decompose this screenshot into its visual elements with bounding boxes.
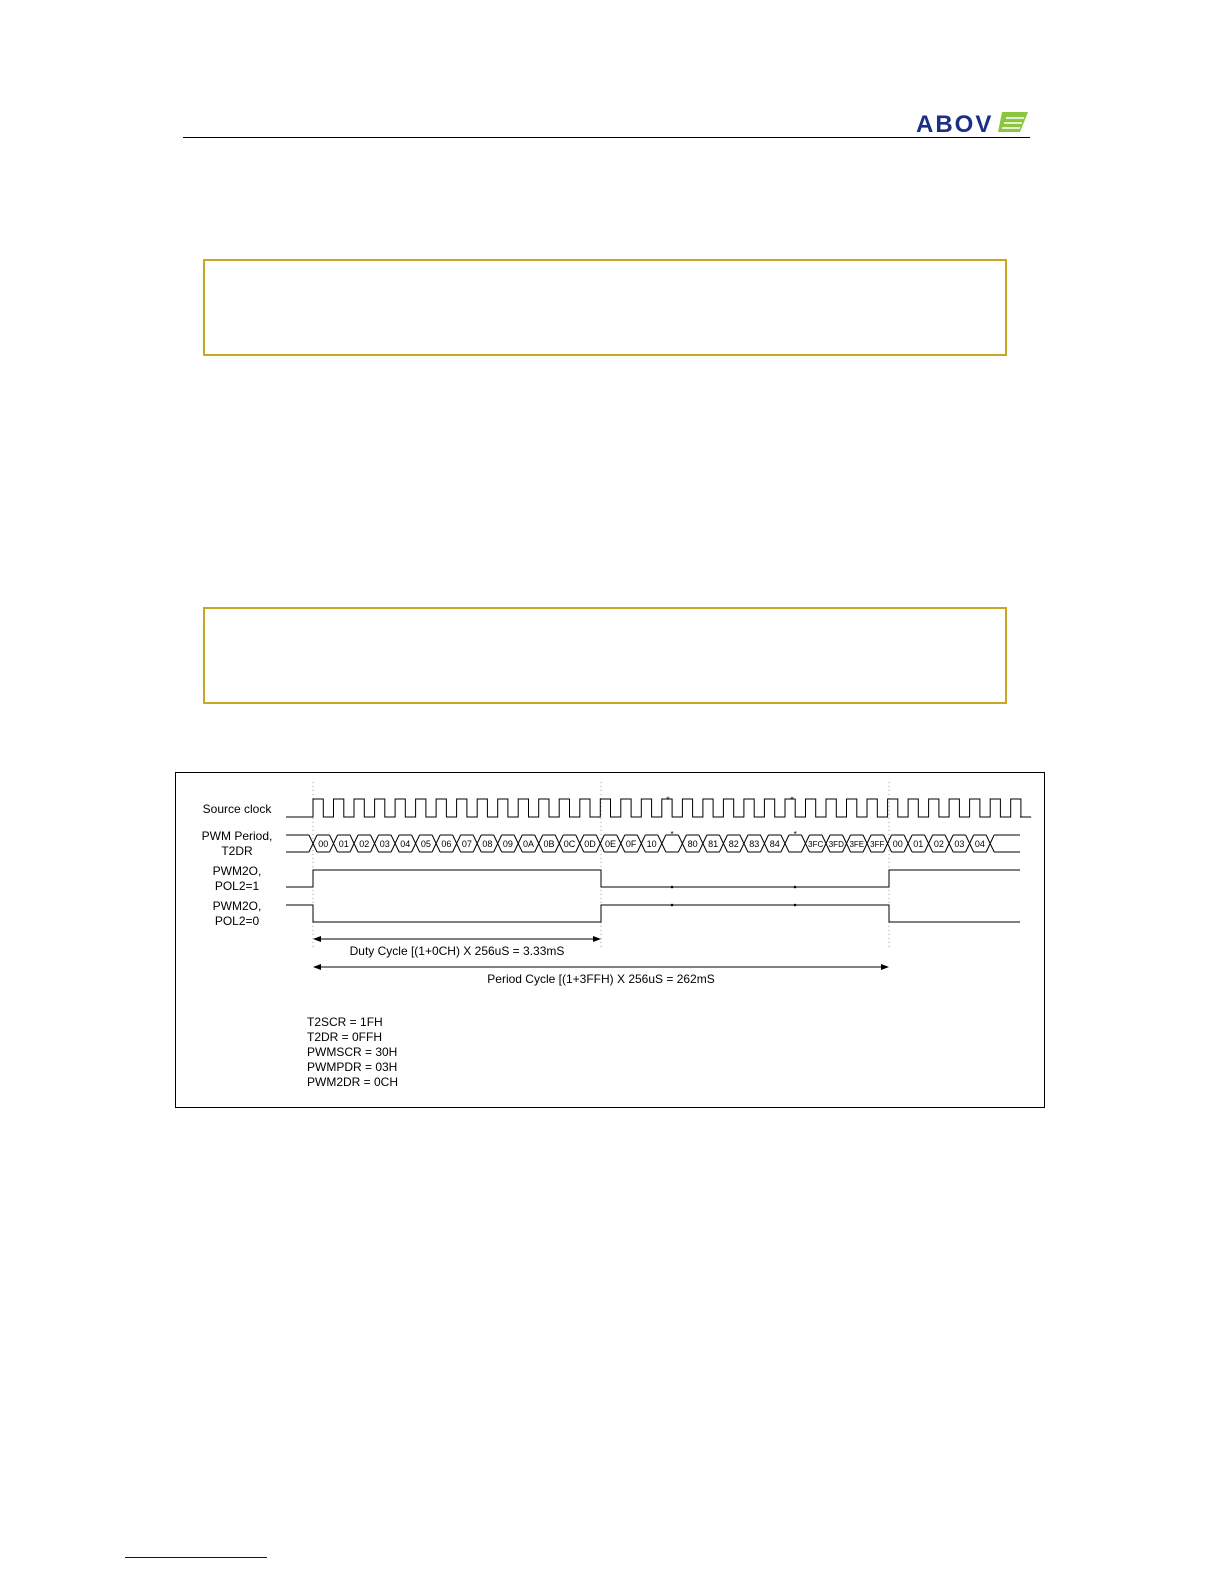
figure-frame (176, 773, 1045, 1108)
bus-value: 83 (749, 839, 760, 849)
pwm-timing-diagram (175, 772, 1045, 1108)
bus-value: 0A (522, 839, 535, 849)
bus-value: 3FC (808, 840, 824, 849)
bus-value: 81 (708, 839, 719, 849)
pol2-1-label: POL2=1 (214, 879, 260, 893)
bus-value: 80 (687, 839, 698, 849)
break-mark: * (670, 830, 674, 839)
bus-value: 01 (913, 839, 924, 849)
break-mark (671, 886, 674, 889)
bus-value: 3FF (870, 840, 885, 849)
logo-mark-icon (998, 112, 1028, 132)
bus-value: 3FD (828, 840, 844, 849)
bus-value: 02 (933, 839, 944, 849)
bus-value: 06 (441, 839, 452, 849)
bus-value: 09 (502, 839, 513, 849)
header-rule (183, 137, 1030, 138)
bus-value: 07 (461, 839, 472, 849)
bus-value: 03 (954, 839, 965, 849)
bus-value: 0C (563, 839, 576, 849)
logo-text: ABOV (916, 111, 994, 138)
register-setting: PWMPDR = 03H (307, 1060, 398, 1074)
bus-value: 0B (543, 839, 555, 849)
break-mark (794, 886, 797, 889)
bus-value: 08 (482, 839, 493, 849)
register-setting: PWM2DR = 0CH (307, 1075, 399, 1089)
bus-value: 0E (604, 839, 617, 849)
bus-value: 05 (420, 839, 431, 849)
note-box (203, 259, 1007, 356)
bus-value: 0F (625, 839, 637, 849)
pwm2o-label: PWM2O, (212, 864, 262, 878)
pwm-period-label: PWM Period, (201, 829, 273, 843)
break-mark (671, 904, 674, 907)
break-mark: * (666, 795, 670, 805)
bus-value: 02 (359, 839, 370, 849)
register-setting: T2DR = 0FFH (307, 1030, 383, 1044)
period-cycle-label: Period Cycle [(1+3FFH) X 256uS = 262mS (487, 972, 715, 986)
t2dr-label: T2DR (221, 844, 253, 858)
break-mark (794, 904, 797, 907)
duty-cycle-label: Duty Cycle [(1+0CH) X 256uS = 3.33mS (349, 944, 565, 958)
note-box (203, 607, 1007, 704)
bus-value: 04 (400, 839, 411, 849)
break-mark: * (793, 830, 797, 839)
bus-value: 04 (974, 839, 985, 849)
bus-value: 00 (318, 839, 329, 849)
bus-value: 84 (769, 839, 780, 849)
pwm2o-label: PWM2O, (212, 899, 262, 913)
abov-logo (916, 110, 1028, 138)
break-mark: * (790, 795, 794, 805)
register-setting: PWMSCR = 30H (307, 1045, 398, 1059)
register-setting: T2SCR = 1FH (307, 1015, 383, 1029)
bus-value: 00 (892, 839, 903, 849)
pol2-0-label: POL2=0 (214, 914, 260, 928)
footer-link-underline[interactable] (125, 1557, 267, 1558)
bus-value: 10 (646, 839, 657, 849)
bus-value: 0D (584, 839, 596, 849)
bus-value: 03 (379, 839, 390, 849)
bus-value: 82 (728, 839, 739, 849)
bus-value: 01 (338, 839, 349, 849)
bus-value: 3FE (849, 840, 865, 849)
source-clock-label: Source clock (202, 802, 272, 816)
